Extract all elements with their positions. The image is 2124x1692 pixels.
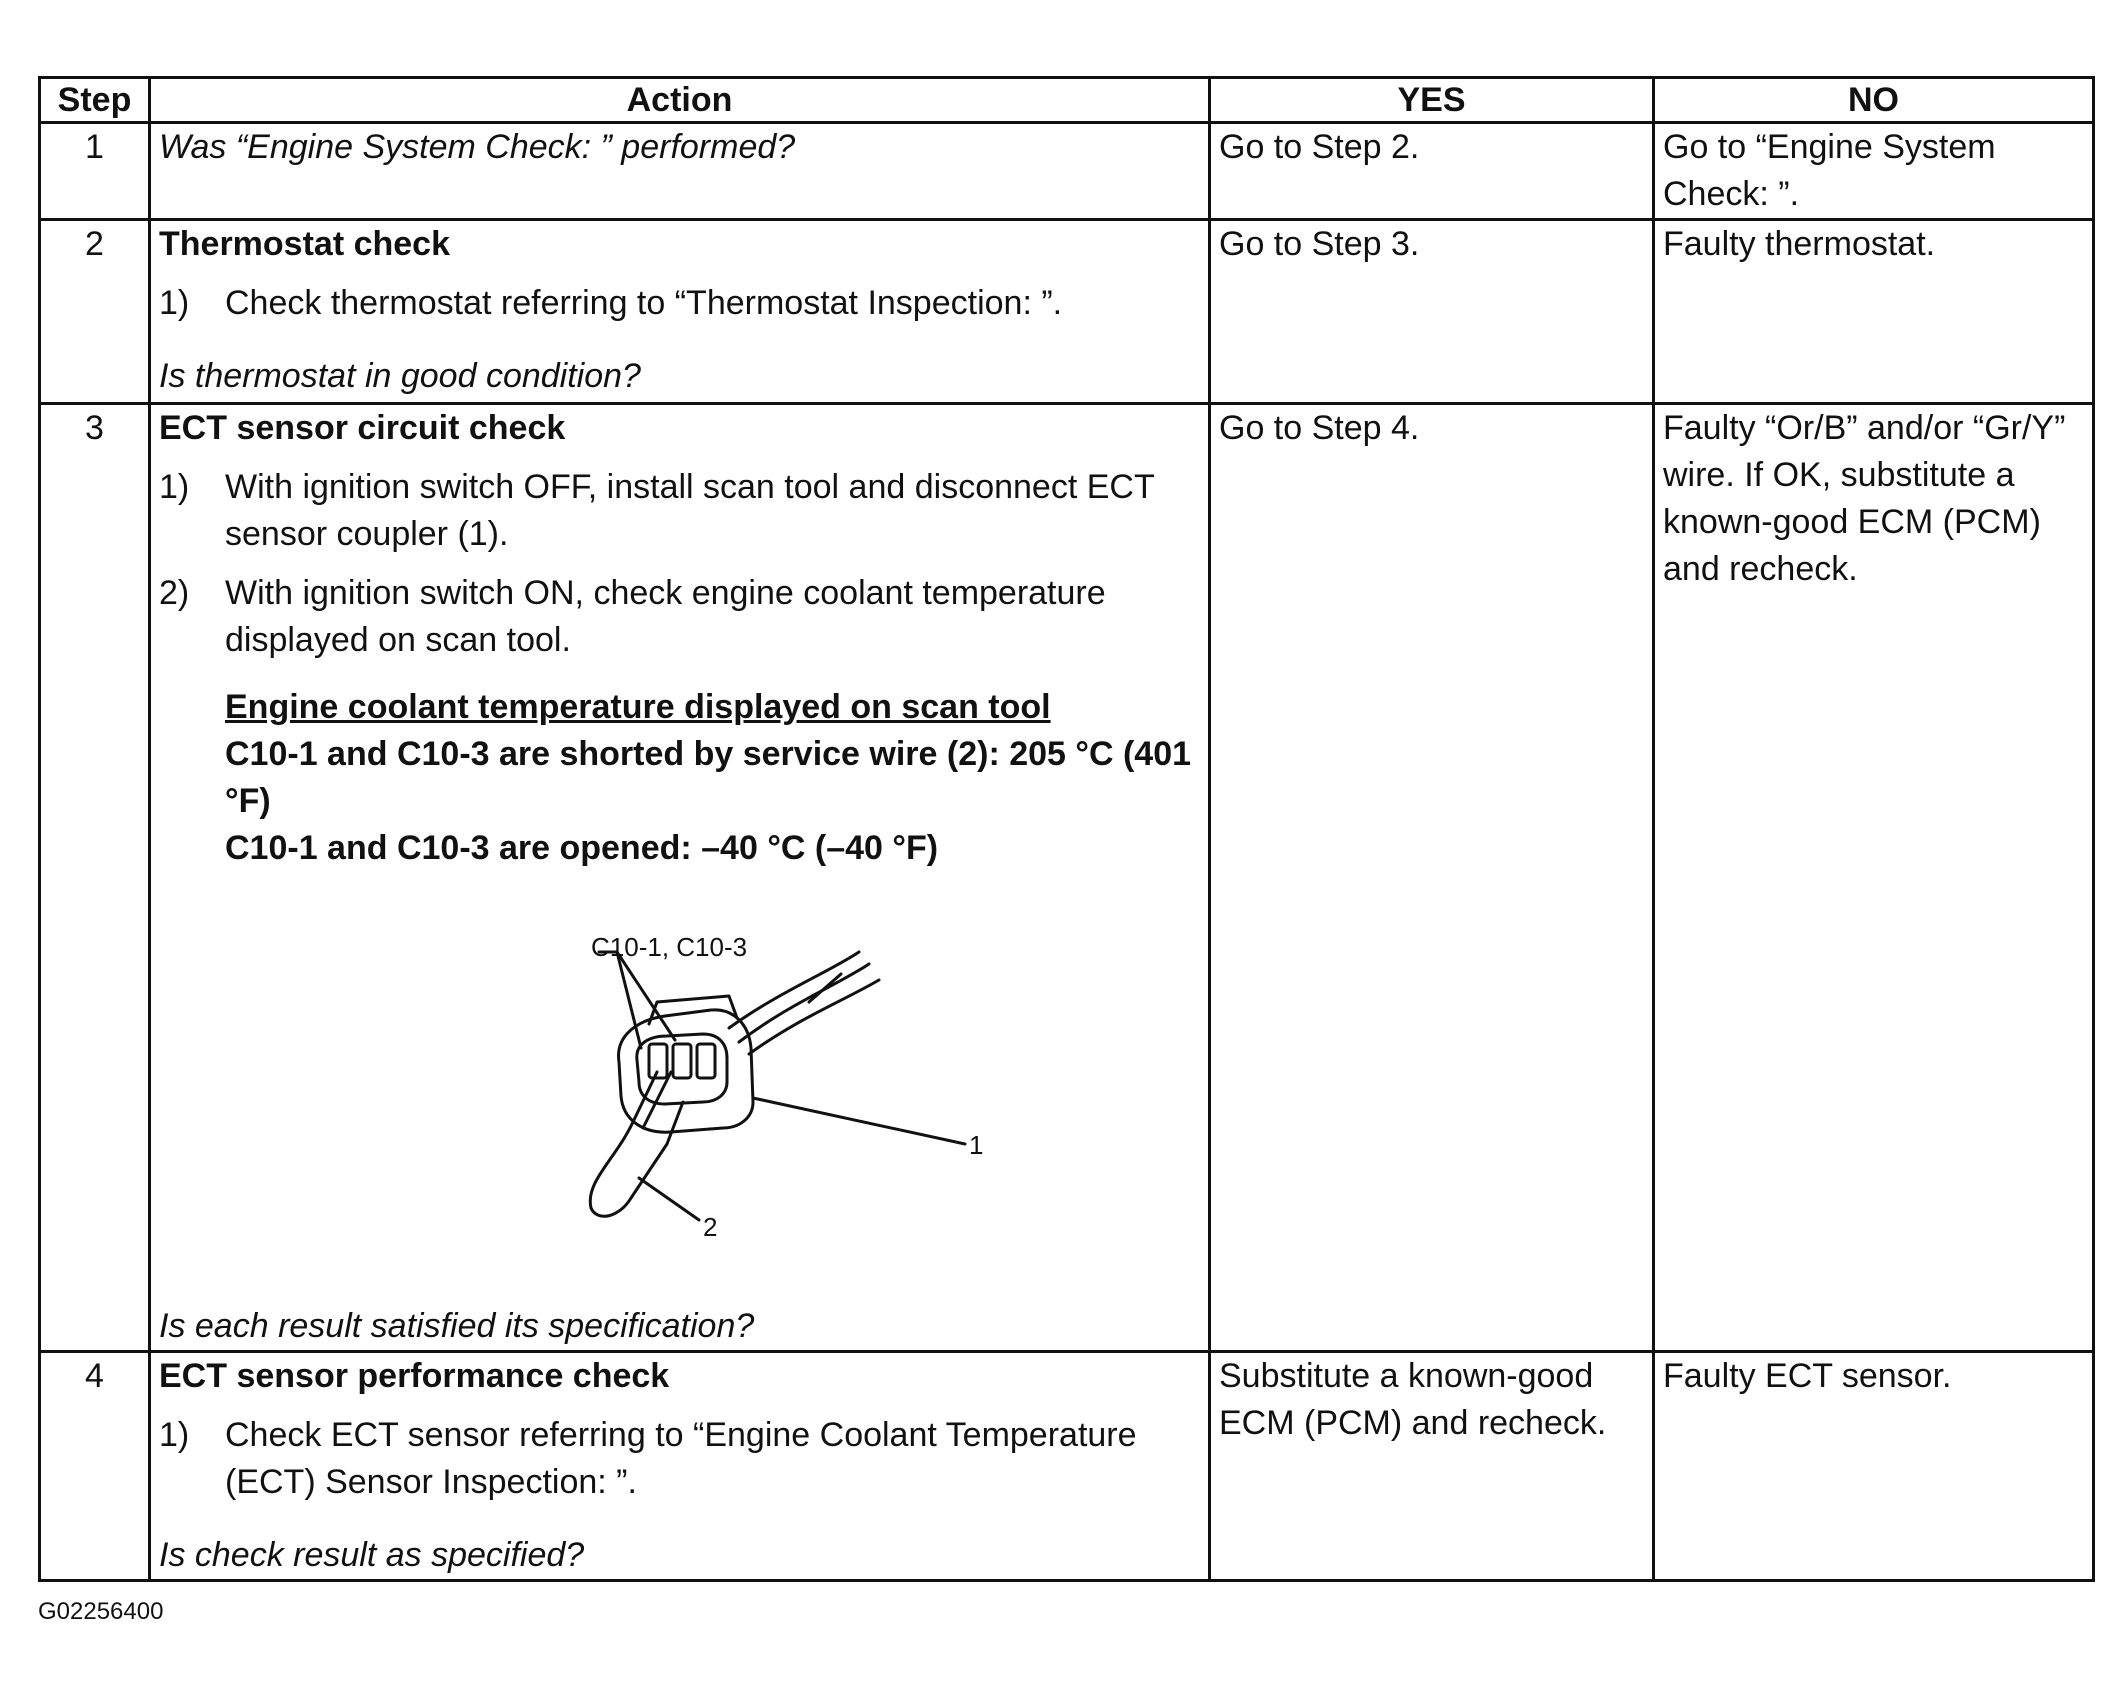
table-header-row (40, 78, 2094, 123)
step-question: Is each result satisfied its specification? (159, 1307, 755, 1345)
coupler-drawing (579, 932, 1039, 1252)
list-item (159, 1412, 1200, 1506)
table-row (40, 404, 2094, 1352)
no-cell: Faulty ECT sensor. (1654, 1352, 2094, 1581)
figure-code: G02256400 (38, 1598, 164, 1625)
item-text: Check thermostat referring to “Thermostat Inspection: ”. (225, 284, 1063, 322)
step-title: ECT sensor circuit check (159, 409, 566, 447)
no-cell: Faulty “Or/B” and/or “Gr/Y” wire. If OK, substitute a known-good ECM (PCM) and recheck. (1654, 404, 2094, 1352)
action-cell (150, 1352, 1210, 1581)
item-text: Check ECT sensor referring to “Engine Coolant Temperature (ECT) Sensor Inspection: ”. (225, 1416, 1137, 1501)
list-item (159, 570, 1200, 664)
diagnostic-table (38, 76, 2095, 1582)
item-number: 1) (159, 468, 190, 506)
connector-figure (579, 932, 1039, 1252)
header-action: Action (150, 78, 1210, 123)
yes-cell: Go to Step 3. (1210, 220, 1654, 404)
table-row (40, 1352, 2094, 1581)
list-item (159, 280, 1200, 327)
table-row (40, 123, 2094, 220)
header-yes: YES (1210, 78, 1654, 123)
step-title: Thermostat check (159, 225, 450, 263)
step-title: ECT sensor performance check (159, 1357, 670, 1395)
step-question: Is thermostat in good condition? (159, 357, 641, 395)
item-number: 1) (159, 1416, 190, 1454)
no-cell: Go to “Engine System Check: ”. (1654, 123, 2094, 220)
callout-2: 2 (703, 1212, 718, 1242)
terminals-label: C10-1, C10-3 (591, 932, 748, 962)
header-step: Step (40, 78, 150, 123)
spec-line: C10-1 and C10-3 are opened: –40 °C (–40 °F) (225, 829, 939, 867)
item-text: With ignition switch ON, check engine coolant temperature displayed on scan tool. (225, 574, 1106, 659)
yes-cell: Substitute a known-good ECM (PCM) and recheck. (1210, 1352, 1654, 1581)
callout-1: 1 (969, 1130, 984, 1160)
step-question: Is check result as specified? (159, 1536, 585, 1574)
specification-block (225, 684, 1200, 872)
step-number: 2 (40, 220, 150, 404)
yes-cell: Go to Step 4. (1210, 404, 1654, 1352)
item-number: 2) (159, 574, 190, 612)
spec-heading: Engine coolant temperature displayed on scan tool (225, 688, 1051, 726)
no-cell: Faulty thermostat. (1654, 220, 2094, 404)
yes-cell: Go to Step 2. (1210, 123, 1654, 220)
item-text: With ignition switch OFF, install scan tool and disconnect ECT sensor coupler (1). (225, 468, 1155, 553)
header-no: NO (1654, 78, 2094, 123)
action-cell (150, 220, 1210, 404)
list-item (159, 464, 1200, 558)
table-row (40, 220, 2094, 404)
action-cell (150, 404, 1210, 1352)
action-cell (150, 123, 1210, 220)
spec-line: C10-1 and C10-3 are shorted by service wire (2): 205 °C (401 °F) (225, 735, 1192, 820)
step-question: Was “Engine System Check: ” performed? (159, 128, 796, 166)
step-number: 3 (40, 404, 150, 1352)
step-number: 1 (40, 123, 150, 220)
step-number: 4 (40, 1352, 150, 1581)
item-number: 1) (159, 284, 190, 322)
